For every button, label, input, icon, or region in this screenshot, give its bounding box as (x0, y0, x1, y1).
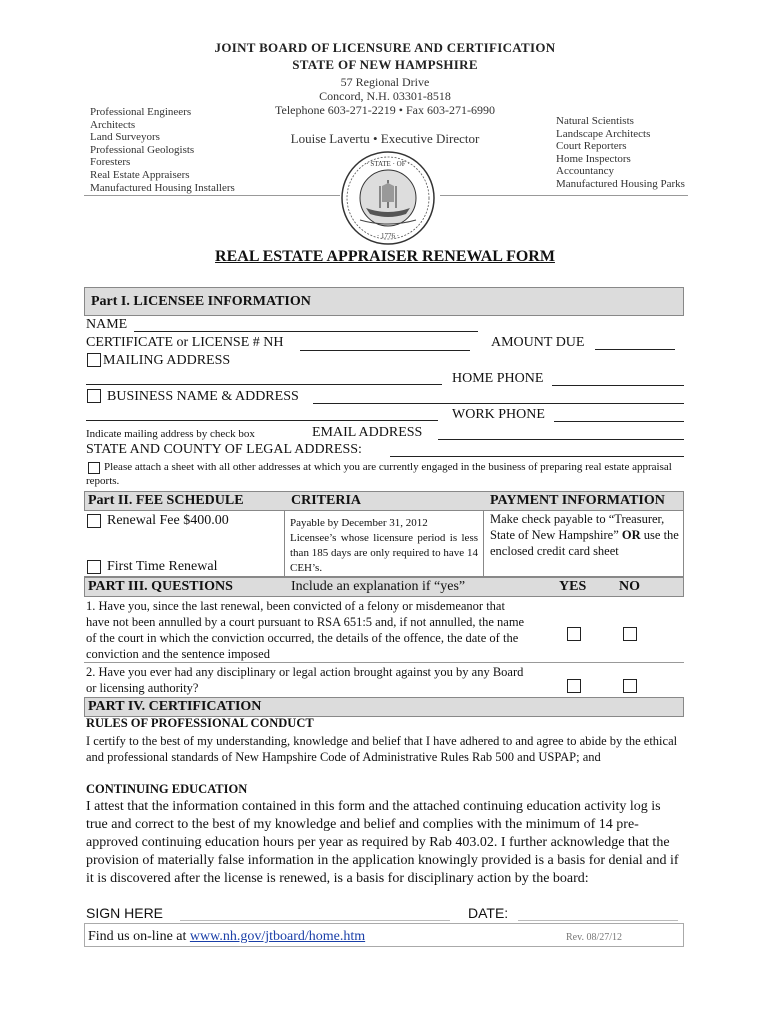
first-time-renewal-checkbox[interactable] (87, 560, 101, 578)
email-label: EMAIL ADDRESS (312, 425, 423, 440)
renewal-fee-checkbox[interactable] (87, 514, 101, 532)
name-field[interactable] (134, 317, 478, 332)
part4-header (84, 697, 684, 717)
question-2: 2. Have you ever had any disciplinary or legal action brought against you by any Board or licensing authority? (86, 665, 524, 695)
payment-heading: PAYMENT INFORMATION (490, 493, 665, 508)
part2-header (84, 491, 684, 511)
home-phone-label: HOME PHONE (452, 371, 544, 386)
part3-instruction: Include an explanation if “yes” (291, 579, 466, 594)
business-address-field[interactable] (313, 389, 684, 404)
date-field[interactable] (518, 905, 678, 921)
payment-info (490, 511, 680, 559)
amount-due-label: AMOUNT DUE (491, 335, 585, 350)
executive-director: Louise Lavertu • Executive Director (290, 131, 480, 146)
business-address-checkbox[interactable] (87, 389, 101, 407)
state-seal-icon (340, 150, 436, 246)
find-us-label: Find us on-line at (88, 929, 187, 944)
fee-col-divider (284, 511, 285, 577)
org-state: STATE OF NEW HAMPSHIRE (292, 57, 478, 72)
no-column-label: NO (619, 579, 640, 594)
svg-text:· 1776 ·: · 1776 · (376, 232, 400, 240)
profession-item: Foresters (90, 156, 131, 169)
profession-item: Professional Engineers (90, 106, 192, 118)
name-label: NAME (86, 317, 128, 332)
certificate-field[interactable] (300, 335, 470, 351)
mailing-address-label: MAILING ADDRESS (103, 353, 231, 368)
q1-yes-checkbox[interactable] (567, 627, 581, 645)
work-phone-field[interactable] (554, 407, 684, 422)
state-county-label: STATE AND COUNTY OF LEGAL ADDRESS: (86, 442, 362, 457)
profession-item: Home Inspectors (556, 152, 631, 165)
profession-item: Accountancy (556, 165, 615, 178)
payment-col-right (683, 511, 684, 577)
ce-heading: CONTINUING EDUCATION (86, 782, 248, 796)
part4-heading: PART IV. CERTIFICATION (88, 699, 262, 714)
criteria-deadline: Payable by December 31, 2012 (290, 517, 428, 529)
jtboard-website-link[interactable]: www.nh.gov/jtboard/home.htm (189, 929, 366, 944)
header-rule-right (440, 195, 688, 196)
certificate-label: CERTIFICATE or LICENSE # NH (86, 335, 284, 350)
criteria-note: Licensee’s whose licensure period is less than 185 days are only required to have 14 CEH’s. (290, 532, 478, 574)
part1-heading: Part I. LICENSEE INFORMATION (91, 294, 311, 309)
org-name: JOINT BOARD OF LICENSURE AND CERTIFICATION (214, 40, 556, 55)
amount-due-field[interactable] (595, 335, 675, 350)
q-divider (84, 662, 684, 663)
payment-payable-to: Make check payable to “Treasurer, State of New Hampshire” (490, 512, 665, 542)
form-title: REAL ESTATE APPRAISER RENEWAL FORM (215, 248, 555, 265)
part2-heading: Part II. FEE SCHEDULE (88, 493, 244, 508)
profession-item: Manufactured Housing Parks (556, 177, 685, 190)
q2-no-checkbox[interactable] (623, 679, 637, 697)
ce-text: I attest that the information contained in this form and the attached continuing education activity log is true and correct to the best of my knowledge and belief and complies with the minimum of 14 pre-approved continuing education hours per year as required by Rab 403.02. I further acknowledge that the provision of materially false information in the application knowingly provided is a basis for denial and if it is discovered after the license is renewed, is a basis for disciplinary action by the board: (86, 799, 679, 886)
right-profession-list (556, 115, 706, 191)
renewal-fee-label: Renewal Fee $400.00 (107, 513, 229, 528)
org-phone: Telephone 603-271-2219 • Fax 603-271-6990 (275, 103, 495, 117)
rules-heading: RULES OF PROFESSIONAL CONDUCT (86, 716, 314, 730)
question-1: 1. Have you, since the last renewal, been convicted of a felony or misdemeanor that have not been annulled by a court pursuant to RSA 651:5 and, if not annulled, the name of the court in which the conviction occurred, the details of the offence, the date of the conviction and the sentence imposed (86, 599, 525, 661)
first-time-renewal-label: First Time Renewal (107, 559, 218, 574)
profession-item: Professional Geologists (90, 143, 195, 156)
yes-column-label: YES (559, 579, 587, 594)
find-us-online (88, 929, 365, 945)
svg-text:· STATE · OF ·: · STATE · OF · (366, 160, 410, 168)
org-address-1: 57 Regional Drive (340, 75, 430, 89)
signature-field[interactable] (180, 905, 450, 921)
business-address-label: BUSINESS NAME & ADDRESS (107, 389, 299, 404)
profession-item: Real Estate Appraisers (90, 168, 190, 181)
home-phone-field[interactable] (552, 371, 684, 386)
payment-credit-card: use the enclosed credit card sheet (490, 528, 679, 558)
q2-yes-checkbox[interactable] (567, 679, 581, 697)
profession-item: Court Reporters (556, 140, 627, 153)
mailing-address-checkbox[interactable] (87, 353, 101, 371)
email-field[interactable] (438, 425, 684, 440)
q1-no-checkbox[interactable] (623, 627, 637, 645)
work-phone-label: WORK PHONE (452, 407, 545, 422)
payment-or: OR (621, 528, 641, 542)
revision-date: Rev. 08/27/12 (566, 932, 623, 943)
left-profession-list (90, 106, 270, 194)
criteria-heading: CRITERIA (291, 493, 362, 508)
part3-heading: PART III. QUESTIONS (88, 579, 233, 594)
date-label: DATE: (468, 905, 509, 921)
indicate-note: Indicate mailing address by check box (86, 428, 255, 440)
profession-item: Landscape Architects (556, 127, 651, 140)
header-rule-left (84, 195, 340, 196)
business-address-field-2[interactable] (86, 406, 438, 421)
state-county-field[interactable] (390, 442, 684, 457)
attach-sheet-note: Please attach a sheet with all other addresses at which you are currently engaged in the business of preparing real estate appraisal reports. (86, 461, 672, 487)
rules-text: I certify to the best of my understanding, knowledge and belief that I have adhered to and agree to abide by the ethical and professional standards of New Hampshire Code of Administrative Rules Rab 500 and USPAP; and (86, 734, 678, 764)
profession-item: Manufactured Housing Installers (90, 181, 235, 194)
sign-here-label: SIGN HERE (86, 905, 164, 921)
org-address-2: Concord, N.H. 03301-8518 (319, 89, 451, 103)
profession-item: Architects (90, 118, 136, 131)
mailing-address-field[interactable] (86, 370, 442, 385)
part3-header (84, 577, 684, 597)
part1-header (84, 287, 684, 316)
criteria-col-divider (483, 511, 484, 577)
profession-item: Natural Scientists (556, 115, 634, 127)
profession-item: Land Surveyors (90, 131, 160, 144)
